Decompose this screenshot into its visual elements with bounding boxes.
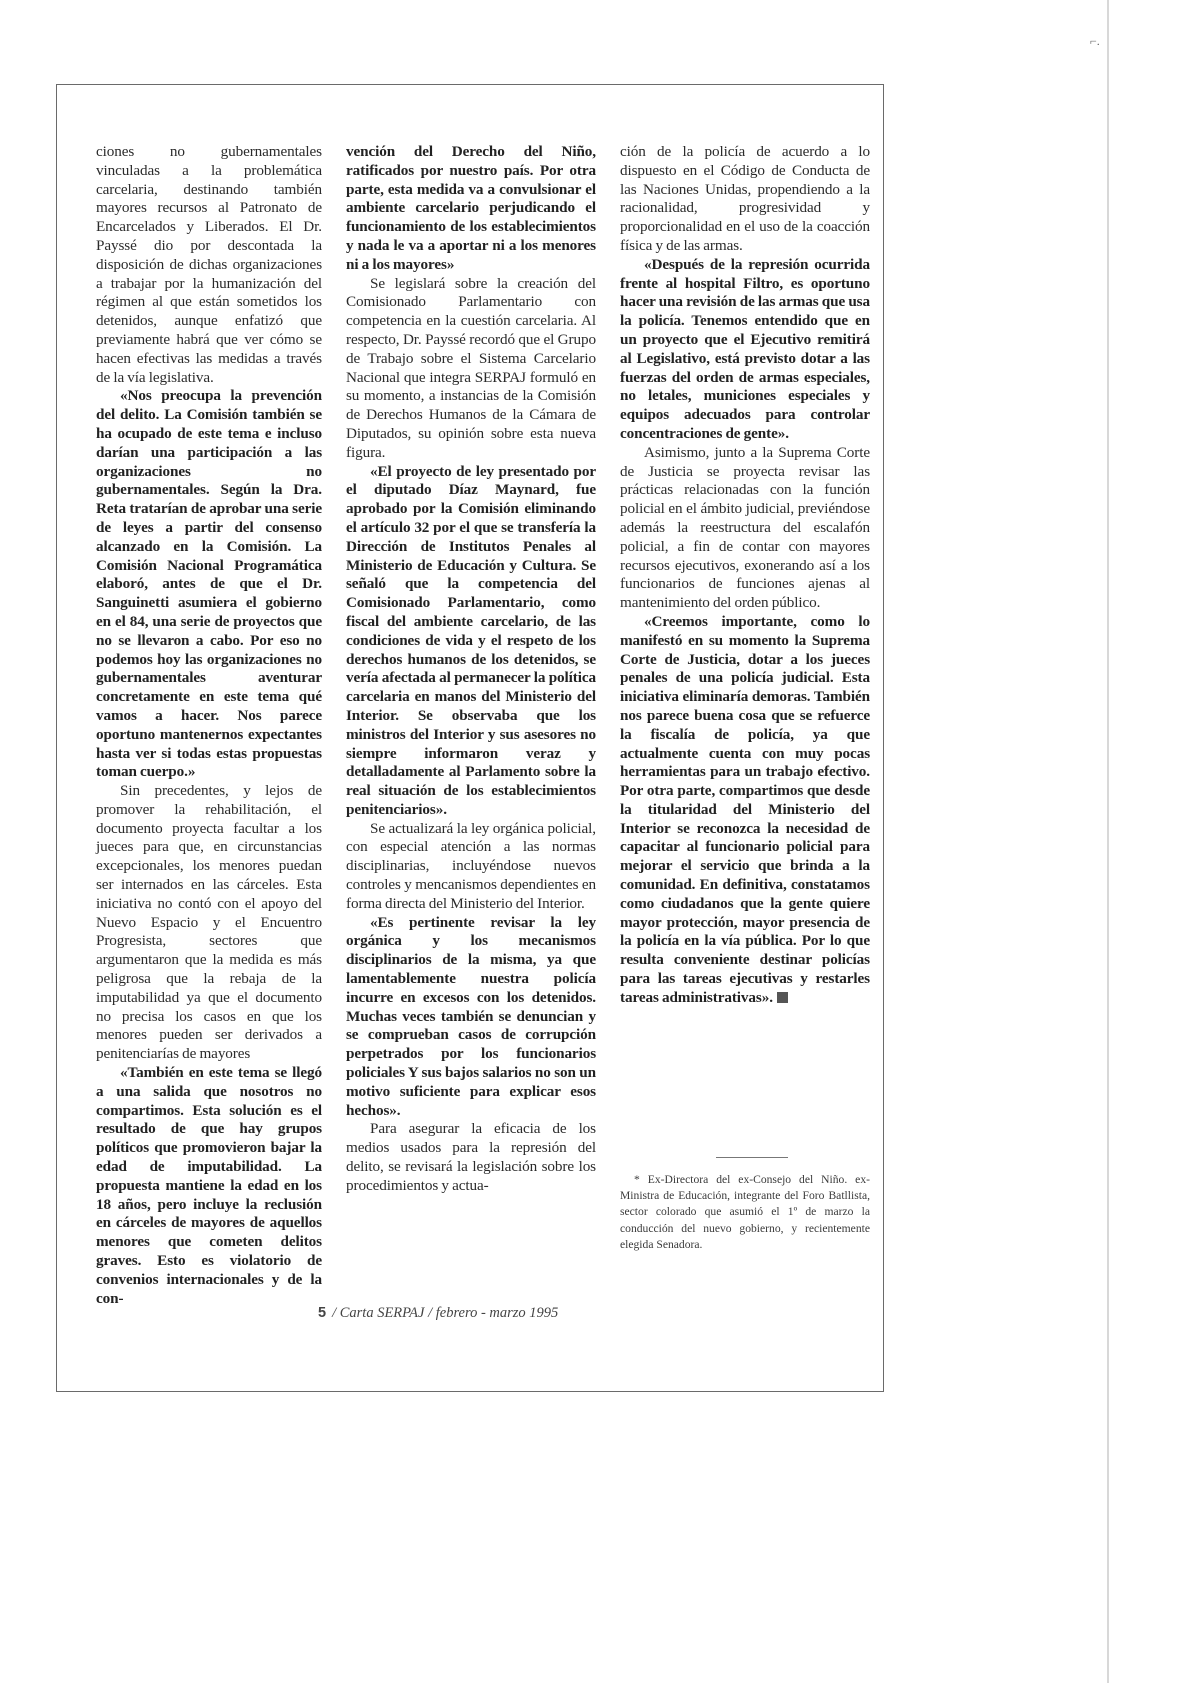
paragraph: Se actualizará la ley orgánica policial, con especial atención a las normas disciplinarias, incluyéndose nuevos controles y mencanismos dependientes en forma directa del Ministerio del Interior. bbox=[346, 819, 596, 912]
footnote-rule bbox=[716, 1157, 788, 1158]
paragraph: ciones no gubernamentales vinculadas a la problemática carcelaria, destinando también mayores recursos al Patronato de Encarcelados y Liberados. El Dr. Payssé dio por descontada la disposición de dichas organizaciones a trabajar por la humanización del régimen al que están sometidos los detenidos, aunque enfatizó que previamente habrá que ver cómo se hacen efectivas las medidas a través de la vía legislativa. bbox=[96, 143, 322, 386]
paragraph bbox=[346, 463, 596, 820]
paragraph-text: «Creemos importante, como lo manifestó en su momento la Suprema Corte de Justicia, dotar a los jueces penales de una policía judicial. Esta iniciativa eliminaría demoras. También nos parece buena cosa que se refuerce la fiscalía de policía, ya que actualmente cuenta con muy pocas herramientas para un trabajo efectivo. Por otra parte, compartimos que desde la titularidad del Ministerio del Interior se reconozca la necesidad de capacitar al funcionario policial para mejorar el servicio que brinda a la comunidad. En definitiva, constatamos como ciudadanos que la gente quiere mayor protección, mayor presencia de la policía en la vía pública. Por lo que resulta conveniente destinar policías para las tareas ejecutivas y restarles tareas administrativas». bbox=[620, 612, 870, 1006]
paragraph-text: «Después de la represión ocurrida frente al hospital Filtro, es oportuno hacer una revisión de las armas que usa la policía. Tenemos entendido que en un proyecto que el Ejecutivo remitirá al Legislativo, está previsto dotar a las fuerzas del orden de armas especiales, no letales, municiones especiales y equipos adecuados para controlar concentraciones de gente». bbox=[620, 255, 870, 442]
corner-scan-mark: ⌐. bbox=[1090, 34, 1100, 48]
paragraph bbox=[96, 387, 322, 782]
text-column-3 bbox=[620, 143, 870, 1008]
paragraph: Sin precedentes, y lejos de promover la rehabilitación, el documento proyecta facultar a los jueces para que, en circunstancias excepcionales, los menores puedan ser internados en las cárceles. Esta iniciativa no contó con el apoyo del Nuevo Espacio y el Encuentro Progresista, sectores que argumentaron que la medida es más peligrosa que la rebaja de la imputabilidad ya que el documento no precisa los casos en que los menores pueden ser derivados a penitenciarías de mayores bbox=[96, 782, 322, 1063]
text-column-2 bbox=[346, 143, 596, 1196]
paragraph-text: «Nos preocupa la prevención del delito. La Comisión también se ha ocupado de este tema e incluso darían una participación a las organizaciones no gubernamentales. Según la Dra. Reta tratarían de aprobar una serie de leyes a partir del consenso alcanzado en la Comisión. La Comisión Nacional Programática elaboró, antes de que el Dr. Sanguinetti asumiera el gobierno en el 84, una serie de proyectos que no se llevaron a cabo. Por eso no podemos hoy las organizaciones no gubernamentales aventurar concretamente en este tema qué vamos a hacer. Nos parece oportuno mantenernos expectantes hasta ver si todas estas propuestas toman cuerpo.» bbox=[96, 387, 322, 781]
end-mark-icon bbox=[777, 992, 788, 1003]
text-column-1 bbox=[96, 143, 322, 1308]
paragraph bbox=[620, 613, 870, 1008]
paragraph bbox=[346, 143, 596, 275]
paragraph: Asimismo, junto a la Suprema Corte de Justicia se proyecta revisar las prácticas relacionadas con la función policial en el ámbito judicial, previéndose además la reestructura del escalafón policial, a fin de contar con mayores recursos ejecutivos, exonerando así a los funcionarios de funciones ajenas al mantenimiento del orden público. bbox=[620, 443, 870, 612]
paragraph: ción de la policía de acuerdo a lo dispuesto en el Código de Conducta de las Naciones Unidas, propendiendo a la racionalidad, progresividad y proporcionalidad en el uso de la coacción física y de las armas. bbox=[620, 143, 870, 254]
paragraph-text: «También en este tema se llegó a una salida que nosotros no compartimos. Esta solución es el resultado de que hay grupos políticos que promovieron bajar la edad de imputabilidad. La propuesta mantiene la edad en los 18 años, pero incluye la reclusión en cárceles de mayores de aquellos menores que cometen delitos graves. Esto es violatorio de convenios internacionales y de la con- bbox=[96, 1064, 322, 1307]
paragraph-text: vención del Derecho del Niño, ratificados por nuestro país. Por otra parte, esta medida va a convulsionar el ambiente carcelario perjudicando el funcionamiento de los establecimientos y nada le va a aportar ni a los menores ni a los mayores» bbox=[346, 143, 596, 273]
footer-publication: / Carta SERPAJ / febrero - marzo 1995 bbox=[332, 1305, 559, 1321]
page-number: 5 bbox=[318, 1305, 327, 1321]
paragraph: Para asegurar la eficacia de los medios usados para la represión del delito, se revisará la legislación sobre los procedimientos y actua- bbox=[346, 1120, 596, 1194]
paragraph-text: «Es pertinente revisar la ley orgánica y los mecanismos disciplinarios de la misma, ya que lamentablemente nuestra policía incurre en excesos con los detenidos. Muchas veces también se denuncian y se comprueban casos de corrupción perpetrados por los funcionarios policiales Y sus bajos salarios no son un motivo suficiente para explicar esos hechos». bbox=[346, 913, 596, 1119]
page-edge bbox=[1107, 0, 1109, 1683]
paragraph: Se legislará sobre la creación del Comisionado Parlamentario con competencia en la cuestión carcelaria. Al respecto, Dr. Payssé recordó que el Grupo de Trabajo sobre el Sistema Carcelario Nacional que integra SERPAJ formuló en su momento, a instancias de la Comisión de Derechos Humanos de la Cámara de Diputados, su opinión sobre esta nueva figura. bbox=[346, 274, 596, 461]
paragraph-text: «El proyecto de ley presentado por el diputado Díaz Maynard, fue aprobado por la Comisión eliminando el artículo 32 por el que se transfería la Dirección de Institutos Penales al Ministerio de Educación y Cultura. Se señaló que la competencia del Comisionado Parlamentario, como fiscal del ambiente carcelario, de las condiciones de vida y el respeto de los derechos humanos de los detenidos, se vería afectada al permanecer la política carcelaria en manos del Ministerio del Interior. Se observaba que los ministros del Interior y sus asesores no siempre informaron veraz y detalladamente al Parlamento sobre la real situación de los establecimientos penitenciarios». bbox=[346, 462, 596, 818]
paragraph bbox=[96, 1064, 322, 1308]
paragraph bbox=[346, 914, 596, 1121]
paragraph bbox=[620, 256, 870, 444]
footnote: * Ex-Directora del ex-Consejo del Niño. ex-Ministra de Educación, integrante del Foro Batllista, sector colorado que asumió el 1º de marzo la conducción del nuevo gobierno, y recientemente elegida Senadora. bbox=[620, 1173, 870, 1251]
page-footer bbox=[318, 1305, 558, 1322]
